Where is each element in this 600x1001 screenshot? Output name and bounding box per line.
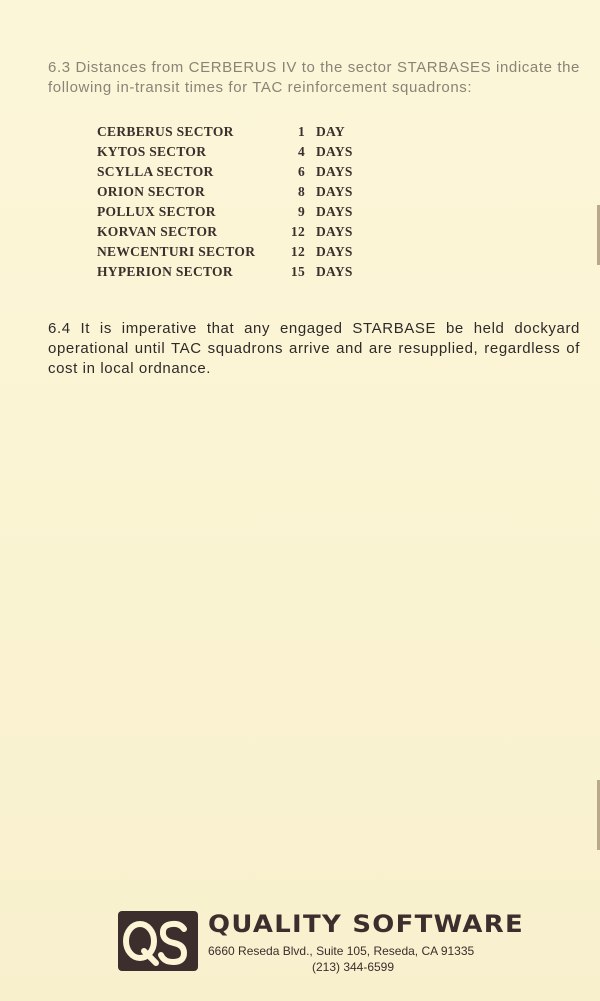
street-address: 6660 Reseda Blvd., Suite 105, Reseda, CA 91335 bbox=[208, 944, 475, 958]
company-address-block bbox=[208, 943, 508, 974]
transit-days-number: 12 bbox=[290, 224, 305, 239]
transit-days-unit: DAYS bbox=[316, 184, 353, 199]
transit-days-number: 8 bbox=[297, 184, 305, 199]
brand-name: QUALITY SOFTWARE bbox=[208, 910, 524, 938]
transit-days-number: 1 bbox=[297, 124, 305, 139]
phone-number: (213) 344-6599 bbox=[311, 960, 395, 974]
transit-days-unit: DAYS bbox=[316, 144, 353, 159]
sector-name: KYTOS SECTOR bbox=[97, 144, 207, 159]
sector-name: NEWCENTURI SECTOR bbox=[97, 244, 256, 259]
transit-days-number: 12 bbox=[290, 244, 305, 259]
section-6-4-paragraph: 6.4 It is imperative that any engaged STARBASE be held dockyard operational until TAC squadrons arrive and are resupplied, regardless of cost in local ordnance. bbox=[48, 320, 580, 377]
transit-days-unit: DAYS bbox=[316, 244, 353, 259]
sector-name: HYPERION SECTOR bbox=[97, 264, 233, 279]
transit-days-number: 15 bbox=[290, 264, 305, 279]
sector-name: KORVAN SECTOR bbox=[97, 224, 218, 239]
transit-days-number: 6 bbox=[297, 164, 305, 179]
transit-days-unit: DAYS bbox=[316, 264, 353, 279]
qs-logo-mark bbox=[118, 911, 198, 971]
sector-name: SCYLLA SECTOR bbox=[97, 164, 214, 179]
quality-software-logo bbox=[118, 911, 198, 971]
transit-days-number: 9 bbox=[297, 204, 305, 219]
sector-name: ORION SECTOR bbox=[97, 184, 206, 199]
transit-days-number: 4 bbox=[297, 144, 305, 159]
section-6-3-paragraph: 6.3 Distances from CERBERUS IV to the sector STARBASES indicate the following in-transit times for TAC reinforcement squadrons: bbox=[48, 59, 580, 96]
transit-days-unit: DAYS bbox=[316, 164, 353, 179]
transit-days-unit: DAYS bbox=[316, 224, 353, 239]
transit-days-unit: DAYS bbox=[316, 204, 353, 219]
transit-days-unit: DAY bbox=[316, 124, 345, 139]
sector-name: CERBERUS SECTOR bbox=[97, 124, 234, 139]
sector-name: POLLUX SECTOR bbox=[97, 204, 216, 219]
